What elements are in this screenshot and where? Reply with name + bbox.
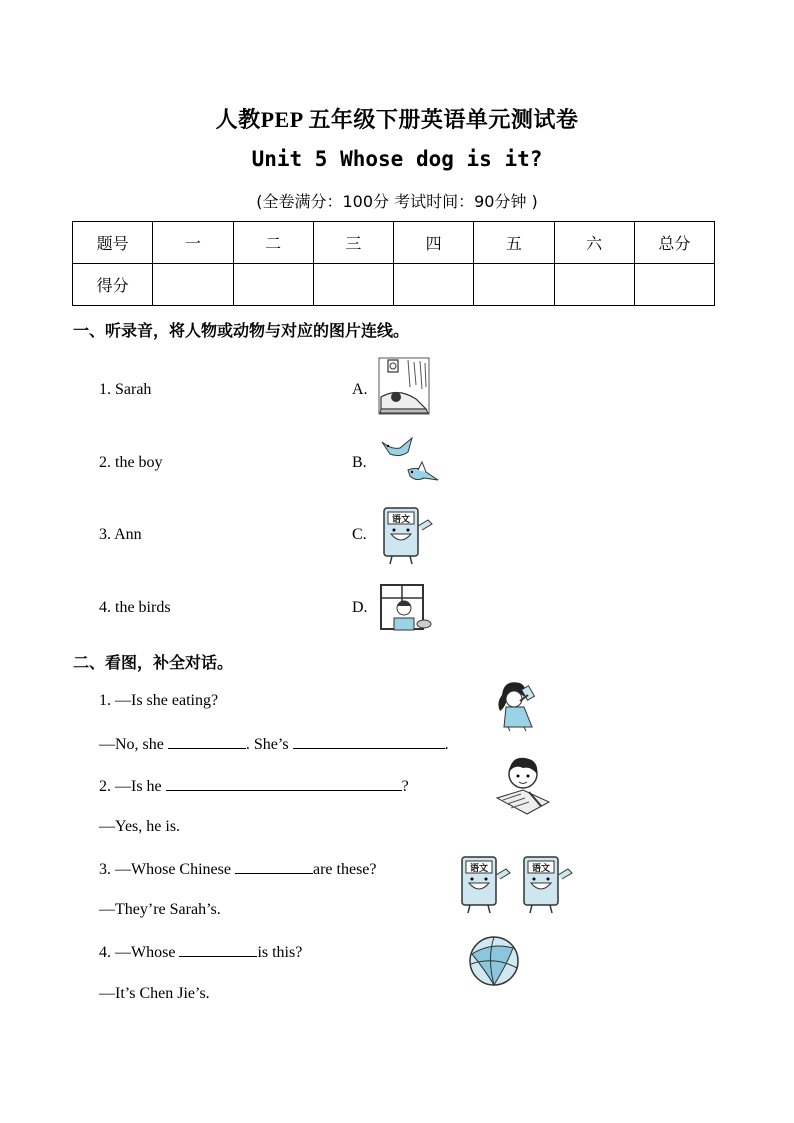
score-input-cell[interactable] (634, 264, 714, 306)
chinese-book-left (462, 857, 510, 913)
answer-blank[interactable] (179, 942, 257, 957)
score-header-cell: 五 (474, 222, 554, 264)
score-input-cell[interactable] (313, 264, 393, 306)
dialog-2-answer: —Yes, he is. (99, 818, 181, 835)
answer-blank[interactable] (168, 734, 246, 749)
answer-blank[interactable] (235, 859, 313, 874)
chinese-book-picture[interactable] (378, 504, 436, 566)
match-name-4[interactable]: 4. the birds (99, 599, 171, 616)
score-header-cell: 二 (233, 222, 313, 264)
dialog-2-question-start: 2. —Is he (99, 778, 162, 795)
book-label-text: 语文 (531, 864, 551, 874)
dialog-2-question-end: ? (401, 778, 409, 795)
dialog-4-question-end: is this? (257, 944, 303, 961)
book-label-text: 语文 (391, 515, 411, 525)
dialog-3-question-start: 3. —Whose Chinese (99, 861, 231, 878)
chinese-book-right (524, 857, 572, 913)
sleeping-in-bed-picture[interactable] (378, 357, 430, 415)
page-title: 人教PEP 五年级下册英语单元测试卷 (215, 107, 579, 132)
dialog-1-answer-start: —No, she (99, 736, 164, 753)
score-input-cell[interactable] (233, 264, 313, 306)
match-name-3[interactable]: 3. Ann (99, 526, 142, 543)
score-header-cell: 总分 (634, 222, 714, 264)
boy-at-window-picture[interactable] (380, 584, 432, 632)
option-label-c: C. (352, 526, 367, 543)
dialog-3-question (99, 859, 377, 879)
dialog-1-question: 1. —Is she eating? (99, 692, 219, 709)
dialog-3-answer: —They’re Sarah’s. (99, 901, 221, 918)
score-input-cell[interactable] (474, 264, 554, 306)
score-header-cell: 四 (394, 222, 474, 264)
score-input-cell[interactable] (394, 264, 474, 306)
score-header-cell: 题号 (73, 222, 153, 264)
score-header-cell: 六 (554, 222, 634, 264)
section-1-heading: 一、听录音，将人物或动物与对应的图片连线。 (73, 321, 410, 340)
score-input-cell[interactable] (554, 264, 634, 306)
ball-picture (467, 934, 521, 988)
exam-meta: (全卷满分：100分 考试时间：90分钟 ) (256, 192, 538, 211)
girl-drinking-picture (494, 677, 548, 731)
boy-writing-picture (493, 754, 553, 820)
option-label-a: A. (352, 381, 368, 398)
match-name-2[interactable]: 2. the boy (99, 454, 163, 471)
book-label-text: 语文 (469, 864, 489, 874)
two-chinese-books-picture (456, 853, 580, 919)
score-table-score-row (73, 264, 715, 306)
dialog-2-question (99, 776, 409, 796)
option-label-d: D. (352, 599, 368, 616)
dialog-4-question (99, 942, 302, 962)
unit-subtitle: Unit 5 Whose dog is it? (251, 147, 543, 171)
match-name-1[interactable]: 1. Sarah (99, 381, 152, 398)
flying-birds-picture[interactable] (378, 436, 440, 486)
score-header-cell: 一 (153, 222, 233, 264)
dialog-1-answer (99, 734, 449, 754)
section-2-heading: 二、看图，补全对话。 (73, 653, 234, 672)
score-row-label: 得分 (73, 264, 153, 306)
score-table (72, 221, 715, 306)
dialog-3-question-end: are these? (312, 861, 377, 878)
option-label-b: B. (352, 454, 367, 471)
dialog-4-question-start: 4. —Whose (99, 944, 176, 961)
score-table-header-row (73, 222, 715, 264)
answer-blank[interactable] (293, 734, 445, 749)
dialog-1-answer-mid: . She’s (245, 736, 289, 753)
answer-blank[interactable] (166, 776, 402, 791)
dialog-4-answer: —It’s Chen Jie’s. (99, 985, 210, 1002)
score-input-cell[interactable] (153, 264, 233, 306)
dialog-1-answer-end: . (444, 736, 449, 753)
score-header-cell: 三 (313, 222, 393, 264)
